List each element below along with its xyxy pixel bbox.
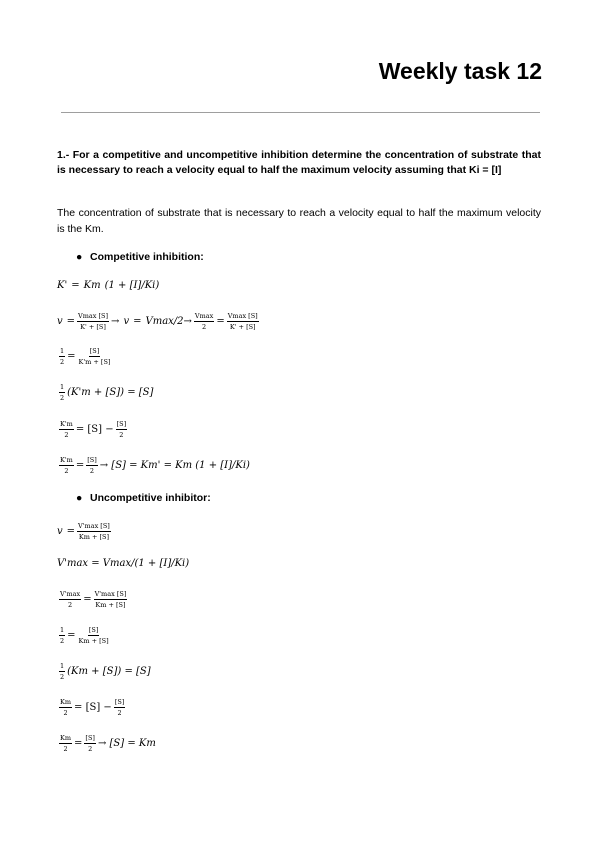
fraction: $\frac{K'm}{2}$: [60, 456, 73, 475]
math-term: = [S] −: [75, 424, 114, 435]
math-term: =: [75, 460, 85, 471]
equation-result-competitive: [57, 456, 250, 475]
math-term: =: [74, 738, 83, 749]
math-term: →: [111, 316, 120, 327]
equation-result-uncompetitive: [57, 734, 156, 753]
math-term: (Km + [S]) = [S]: [67, 666, 151, 677]
equation-expand-competitive: [57, 383, 153, 402]
equation-expand-uncompetitive: [57, 662, 151, 681]
answer-text: The concentration of substrate that is necessary to reach a velocity equal to half the maximum velocity is the Km.: [57, 207, 541, 235]
fraction: V'max [S] Km + [S]: [94, 590, 127, 609]
fraction: Vmax 2: [194, 312, 214, 331]
math-term: (K'm + [S]) = [S]: [67, 387, 154, 398]
equation-velocity-competitive: [57, 312, 261, 331]
fraction: $\frac{Km}{2}$: [60, 734, 72, 753]
equation-vprime-max: [57, 558, 189, 569]
equation-subtract-uncompetitive: [57, 698, 127, 717]
math-term: v: [123, 316, 130, 327]
math-term: =: [66, 526, 76, 537]
page-title: Weekly task 12: [378, 58, 542, 84]
equation-velocity-uncompetitive: [57, 522, 113, 541]
math-term: → [S] = Km: [97, 738, 156, 749]
math-term: = [S] −: [74, 702, 112, 713]
bullet-dot: ●: [76, 492, 83, 504]
math-term: =: [83, 594, 92, 605]
math-term: v: [57, 526, 63, 537]
fraction: $\frac{[S]}{2}$: [87, 456, 97, 475]
competitive-heading-label: Competitive inhibition:: [90, 251, 204, 263]
equation-half-ratio-uncompetitive: [57, 626, 112, 645]
math-term: =: [216, 316, 225, 327]
equation-half-vmax-uncompetitive: [57, 590, 129, 609]
title-divider: [61, 112, 540, 113]
equation-k-prime: [57, 280, 159, 291]
math-term: =: [133, 316, 142, 327]
fraction: Vmax [S] K' + [S]: [227, 312, 258, 331]
math-term: =: [66, 316, 76, 327]
math-term: →: [183, 316, 192, 327]
fraction: $\frac{Km}{2}$: [60, 698, 72, 717]
fraction: $\frac{K'm}{2}$: [60, 420, 73, 439]
math-term: =: [67, 351, 76, 362]
question-text: 1.- For a competitive and uncompetitive inhibition determine the concentration of substrate that is necessary to reach a velocity equal to half the maximum velocity assuming that Ki = [I]: [57, 149, 541, 176]
fraction: $\frac{1}{2}$: [60, 626, 65, 645]
math-term: Vmax/2: [145, 316, 184, 327]
math-term: K': [57, 280, 68, 291]
math-term: v: [57, 316, 63, 327]
fraction: V'max [S] Km + [S]: [78, 522, 110, 541]
fraction: Vmax [S] K' + [S]: [78, 312, 109, 331]
math-term: V'max = Vmax/(1 + [I]/Ki): [57, 558, 190, 569]
math-term: Km: [83, 280, 101, 291]
uncompetitive-heading-label: Uncompetitive inhibitor:: [90, 492, 211, 504]
competitive-heading: [76, 251, 204, 263]
equation-subtract-competitive: [57, 420, 129, 439]
equation-half-ratio-competitive: [57, 347, 113, 366]
fraction: 1 2: [60, 662, 65, 681]
fraction: 1 2: [60, 383, 65, 402]
math-term: =: [67, 630, 76, 641]
fraction: $\frac{1}{2}$: [60, 347, 65, 366]
math-term: (1 + [I]/Ki): [104, 280, 160, 291]
math-term: → [S] = Km' = Km (1 + [I]/Ki): [99, 460, 250, 471]
fraction: $\frac{[S]}{2}$: [116, 420, 127, 439]
math-term: =: [71, 280, 80, 291]
fraction: $\frac{[S]}{K'm + [S]}$: [78, 347, 111, 366]
fraction: $\frac{[S]}{2}$: [114, 698, 125, 717]
fraction: V'max 2: [60, 590, 81, 609]
uncompetitive-heading: [76, 492, 211, 504]
bullet-dot: ●: [76, 251, 83, 263]
fraction: $\frac{[S]}{2}$: [85, 734, 95, 753]
fraction: $\frac{[S]}{Km + [S]}$: [78, 626, 109, 645]
